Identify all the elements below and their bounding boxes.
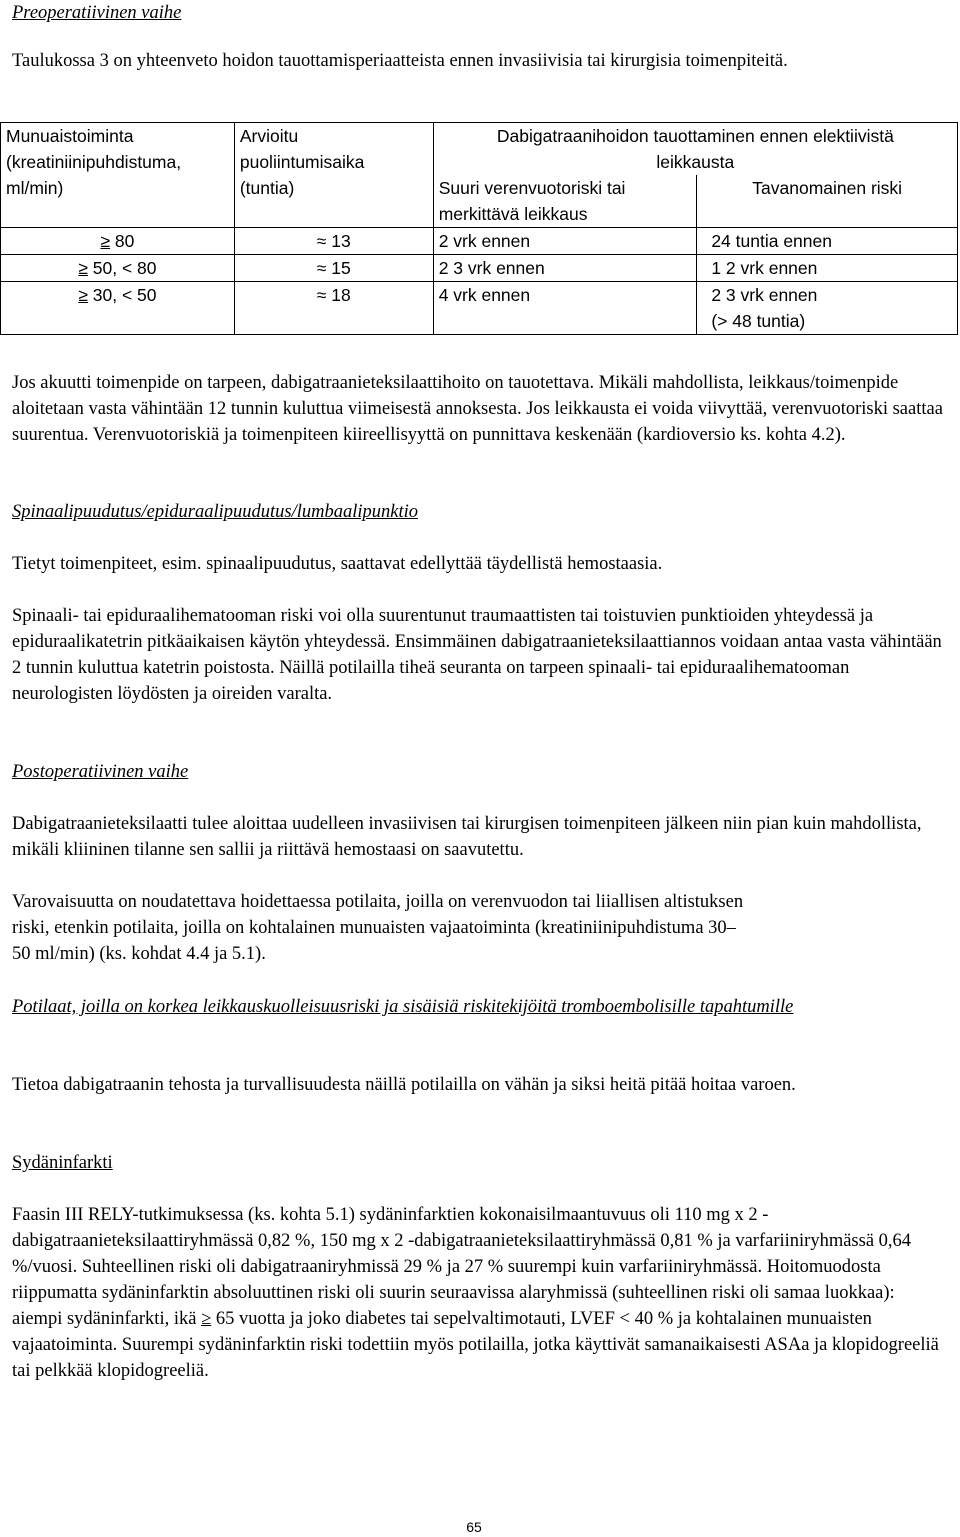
cell-renal: ≥ 50, < 80 <box>1 255 235 282</box>
heading-high-risk-patients: Potilaat, joilla on korkea leikkauskuolleisuusriski ja sisäisiä riskitekijöitä tromboembolisille tapahtumille <box>12 997 794 1017</box>
cell-high-risk: 2 3 vrk ennen <box>433 255 697 282</box>
cell-renal: ≥ 30, < 50 <box>1 282 235 335</box>
header-half-life: Arvioitu puoliintumisaika (tuntia) <box>234 123 433 228</box>
discontinuation-table <box>0 122 958 335</box>
heading-postoperative: Postoperatiivinen vaihe <box>12 762 189 782</box>
heading-spinal: Spinaalipuudutus/epiduraalipuudutus/lumbaalipunktio <box>12 502 418 522</box>
postop-paragraph-2: Varovaisuutta on noudatettava hoidettaessa potilaita, joilla on verenvuodon tai liiallisen altistuksen riski, etenkin potilaita, joilla on kohtalainen munuaisten vajaatoiminta (kreatiniinipuhdistuma 30– 50 ml/min) (ks. kohdat 4.4 ja 5.1). <box>12 892 744 964</box>
table-row <box>1 228 958 255</box>
acute-procedure-paragraph: Jos akuutti toimenpide on tarpeen, dabigatraanieteksilaattihoito on tauotettava. Mikäli mahdollista, leikkaus/toimenpide aloitetaan vasta vähintään 12 tunnin kuluttua viimeisestä annoksesta. Jos leikkausta ei voida viivyttää, verenvuotoriski saattaa suurentua. Verenvuotoriskiä ja toimenpiteen kiireellisyyttä on punnittava keskenään (kardioversio ks. kohta 4.2). <box>12 373 943 445</box>
cell-half-life: ≈ 18 <box>234 282 433 335</box>
header-renal-function: Munuaistoiminta (kreatiniinipuhdistuma, ml/min) <box>1 123 235 228</box>
cell-standard-risk: 2 3 vrk ennen (> 48 tuntia) <box>697 282 958 335</box>
header-discontinuation-group: Dabigatraanihoidon tauottaminen ennen elektiivistä leikkausta <box>433 123 957 176</box>
intro-paragraph: Taulukossa 3 on yhteenveto hoidon tauottamisperiaatteista ennen invasiivisia tai kirurgisia toimenpiteitä. <box>12 51 788 71</box>
cell-standard-risk: 1 2 vrk ennen <box>697 255 958 282</box>
geq-symbol: ≥ <box>201 1309 212 1329</box>
spinal-paragraph-2: Spinaali- tai epiduraalihematooman riski voi olla suurentunut traumaattisten tai toistuvien punktioiden yhteydessä ja epiduraalikatetrin pitkäaikaisen käytön yhteydessä. Ensimmäinen dabigatraanieteksilaattiannos voidaan antaa vasta vähintään 2 tunnin kuluttua katetrin poistosta. Näillä potilailla tiheä seuranta on tarpeen spinaali- tai epiduraalihematooman neurologisten löydösten ja oireiden varalta. <box>12 606 942 704</box>
postop-paragraph-1: Dabigatraanieteksilaatti tulee aloittaa uudelleen invasiivisen tai kirurgisen toimenpiteen jälkeen niin pian kuin mahdollista, mikäli kliininen tilanne sen sallii ja riittävä hemostaasi on saavutettu. <box>12 814 922 860</box>
heading-preoperative: Preoperatiivinen vaihe <box>12 3 182 23</box>
table-header-row <box>1 123 958 176</box>
spinal-paragraph-1: Tietyt toimenpiteet, esim. spinaalipuudutus, saattavat edellyttää täydellistä hemostaasia. <box>12 554 663 574</box>
table-row <box>1 282 958 335</box>
cell-standard-risk: 24 tuntia ennen <box>697 228 958 255</box>
cell-high-risk: 2 vrk ennen <box>433 228 697 255</box>
high-risk-paragraph: Tietoa dabigatraanin tehosta ja turvallisuudesta näillä potilailla on vähän ja siksi heitä pitää hoitaa varoen. <box>12 1075 796 1095</box>
cell-renal: ≥ 80 <box>1 228 235 255</box>
page-number: 65 <box>466 1519 482 1535</box>
mi-paragraph: Faasin III RELY-tutkimuksessa (ks. kohta 5.1) sydäninfarktien kokonaisilmaantuvuus oli 110 mg x 2 - dabigatraanieteksilaattiryhmässä 0,82 %, 150 mg x 2 -dabigatraanieteksilaattiryhmässä 0,81 % ja varfariiniryhmässä 0,64 %/vuosi. Suhteellinen riski oli dabigatraaniryhmissä 29 % ja 27 % suurempi kuin varfariiniryhmässä. Hoitomuodosta riippumatta sydäninfarktin absoluuttinen riski oli suurin seuraavissa alaryhmissä (suhteellinen riski oli samaa luokkaa): aiempi sydäninfarkti, ikä ≥ 65 vuotta ja joko diabetes tai sepelvaltimotauti, LVEF < 40 % ja kohtalainen munuaisten vajaatoiminta. Suurempi sydäninfarktin riski todettiin myös potilailla, jotka käyttivät samanaikaisesti ASAa ja klopidogreeliä tai pelkkää klopidogreeliä. <box>12 1205 939 1381</box>
heading-myocardial-infarction: Sydäninfarkti <box>12 1153 113 1173</box>
cell-high-risk: 4 vrk ennen <box>433 282 697 335</box>
table-row <box>1 255 958 282</box>
header-high-bleeding-risk: Suuri verenvuotoriski tai merkittävä leikkaus <box>433 175 697 228</box>
cell-half-life: ≈ 13 <box>234 228 433 255</box>
header-standard-risk: Tavanomainen riski <box>697 175 958 228</box>
cell-half-life: ≈ 15 <box>234 255 433 282</box>
